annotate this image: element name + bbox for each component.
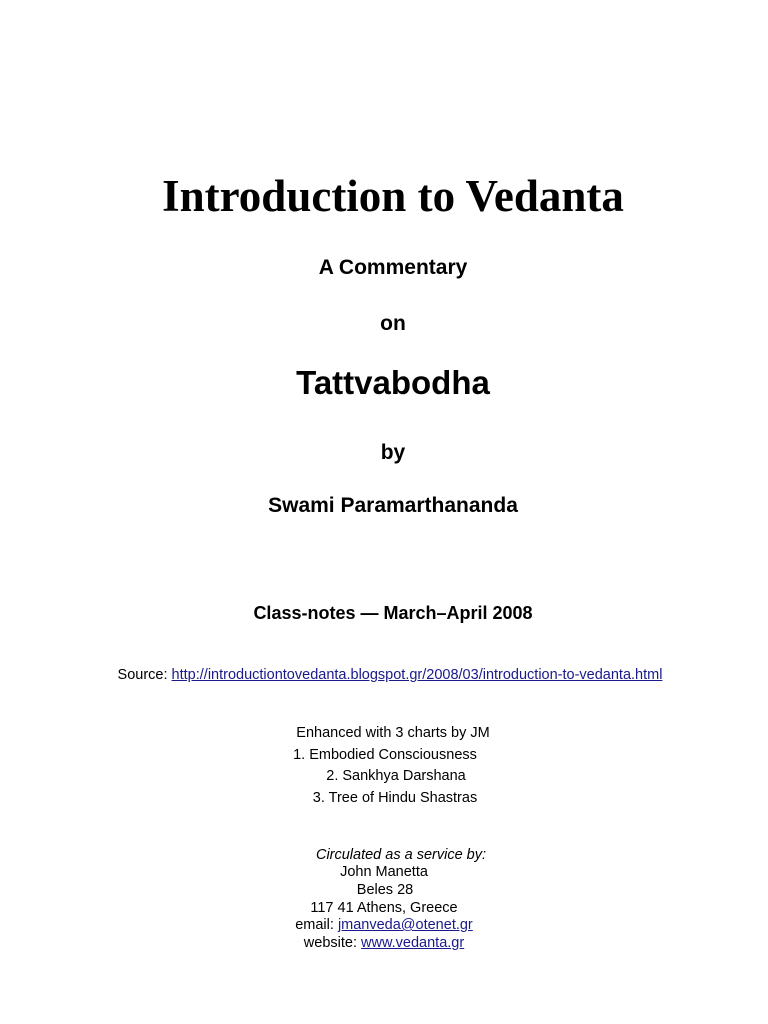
document-title: Introduction to Vedanta bbox=[162, 171, 624, 221]
enhanced-note: Enhanced with 3 charts by JM bbox=[296, 725, 490, 741]
source-line bbox=[6, 667, 768, 683]
class-notes-date: Class-notes — March–April 2008 bbox=[253, 603, 533, 623]
address-line-1: Beles 28 bbox=[356, 882, 414, 898]
by-text: by bbox=[380, 441, 406, 464]
address-line-2: 117 41 Athens, Greece bbox=[310, 900, 458, 916]
contact-name: John Manetta bbox=[340, 864, 428, 880]
email-link[interactable]: jmanveda@otenet.gr bbox=[337, 917, 473, 933]
author-name: Swami Paramarthananda bbox=[268, 494, 518, 517]
chart-item-2: 2. Sankhya Darshana bbox=[326, 768, 466, 784]
email-line bbox=[0, 917, 768, 933]
chart-item-3: 3. Tree of Hindu Shastras bbox=[312, 790, 478, 806]
subtitle: A Commentary bbox=[318, 256, 468, 279]
source-link[interactable]: http://introductiontovedanta.blogspot.gr/2008/03/introduction-to-vedanta.html bbox=[171, 667, 663, 683]
source-label: Source: bbox=[117, 667, 172, 683]
website-link[interactable]: www.vedanta.gr bbox=[361, 935, 465, 951]
book-title: Tattvabodha bbox=[296, 364, 490, 401]
circulated-note: Circulated as a service by: bbox=[315, 847, 487, 863]
email-label: email: bbox=[295, 917, 338, 933]
chart-item-1: 1. Embodied Consciousness bbox=[293, 747, 477, 763]
website-line bbox=[0, 935, 768, 951]
on-text: on bbox=[380, 312, 406, 335]
website-label: website: bbox=[303, 935, 362, 951]
